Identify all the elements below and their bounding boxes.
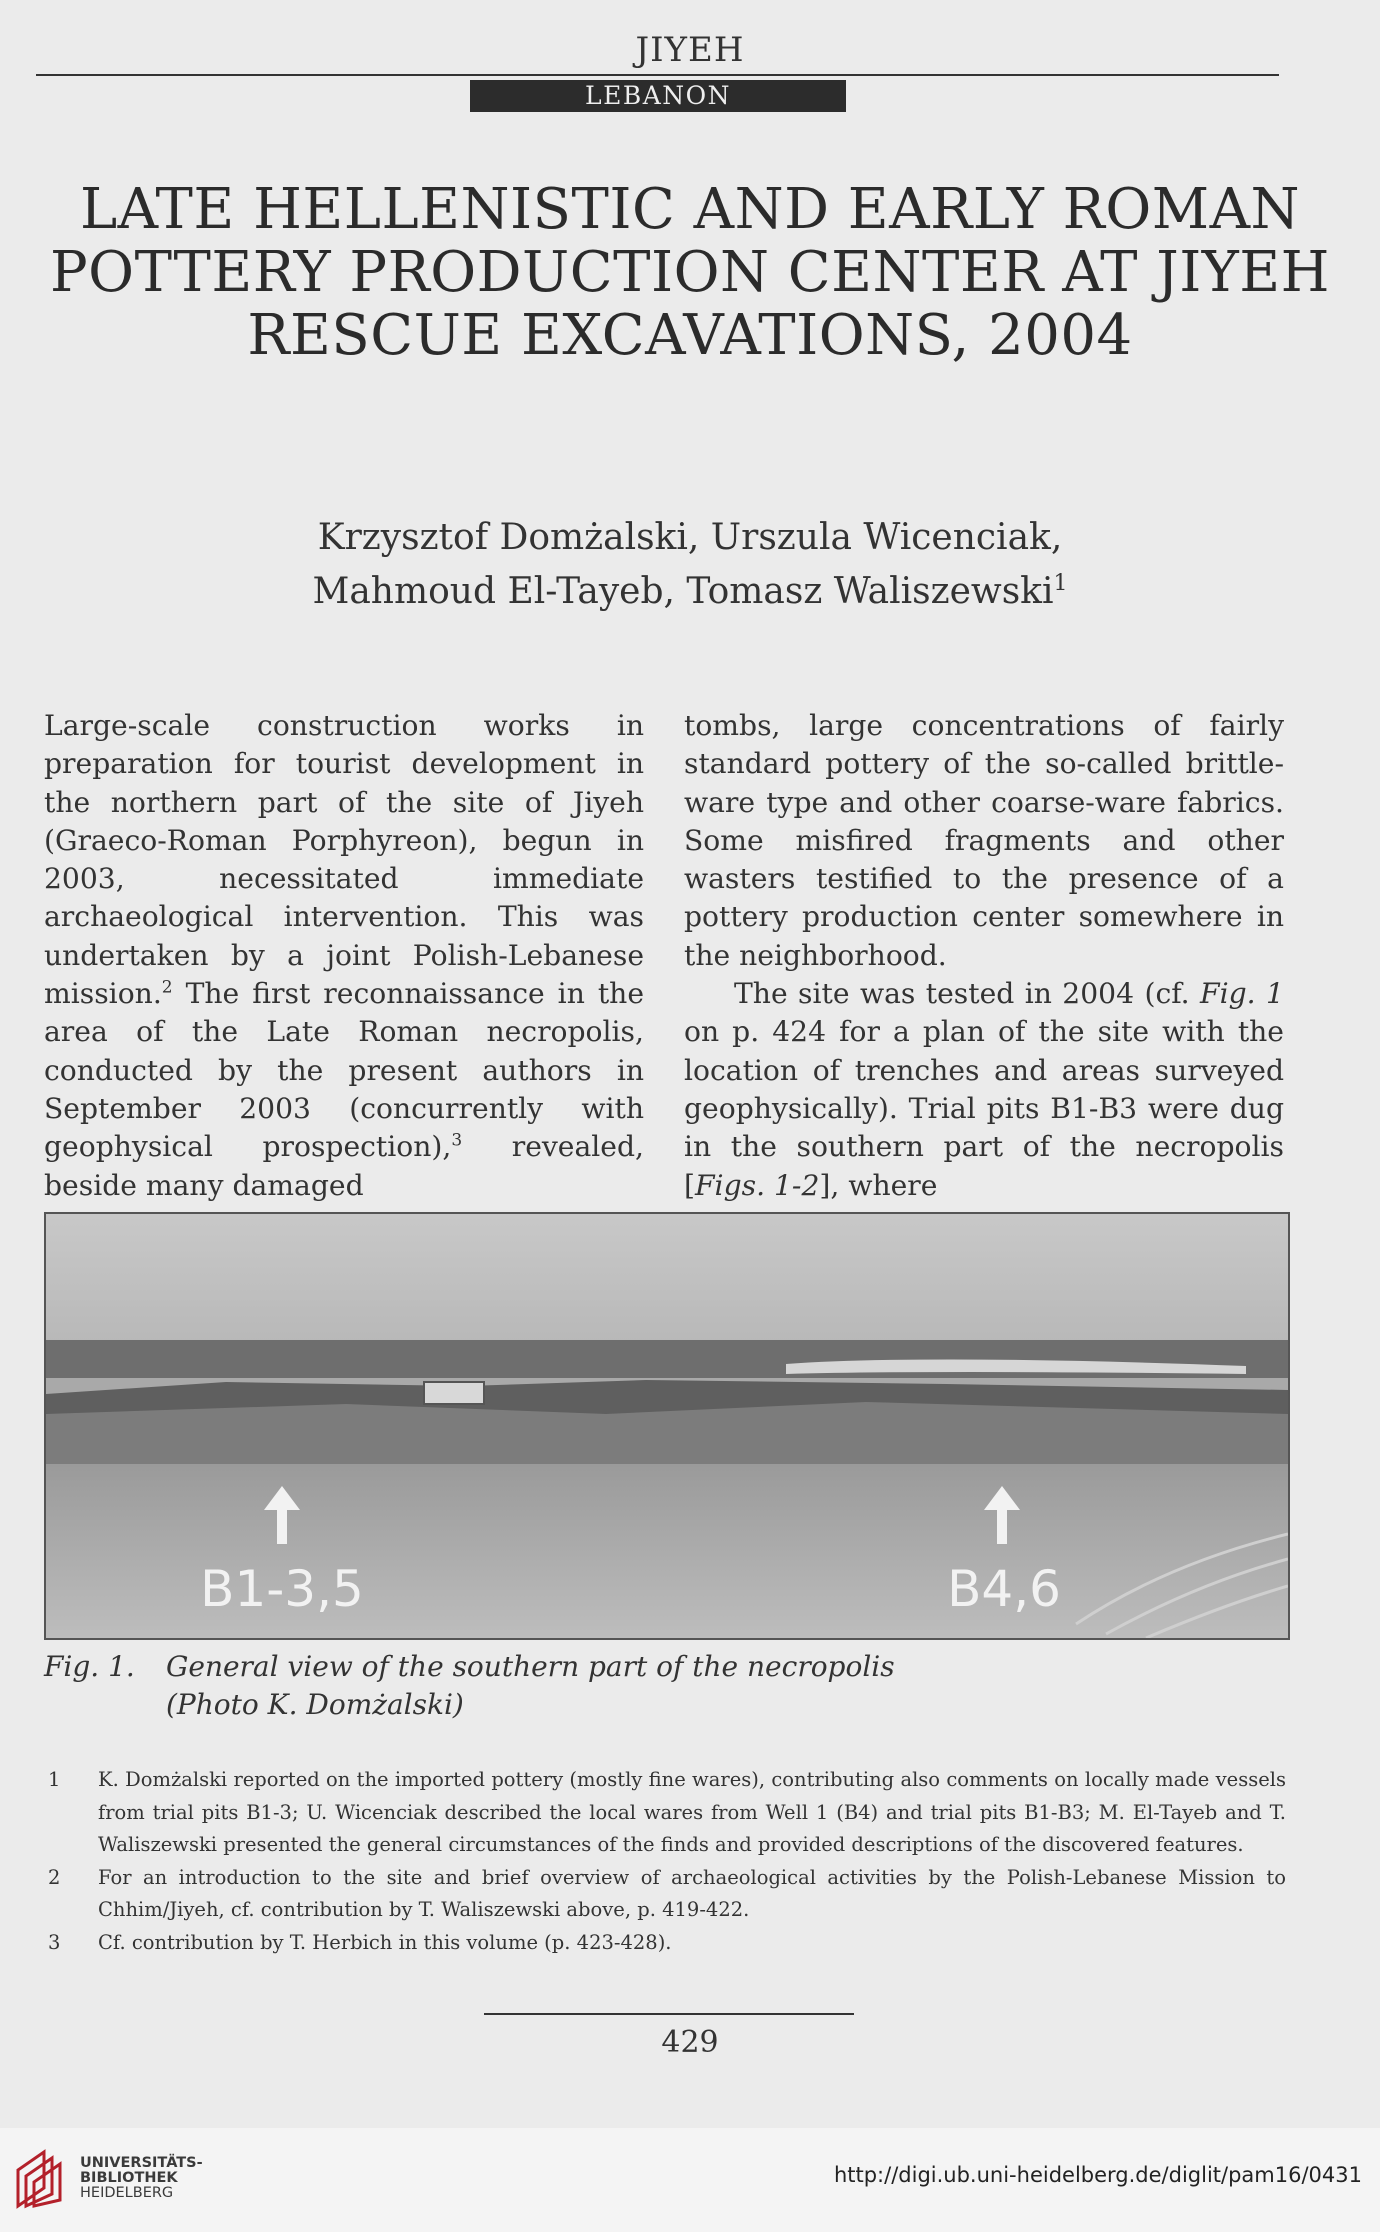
caption-line-1: General view of the southern part of the necropolis bbox=[166, 1650, 895, 1683]
footer-rule bbox=[484, 2013, 854, 2015]
small-building bbox=[424, 1382, 484, 1404]
caption-line-2: (Photo K. Domżalski) bbox=[166, 1688, 464, 1721]
sky bbox=[46, 1214, 1288, 1344]
photo-illustration bbox=[46, 1214, 1288, 1638]
footnote-ref-1[interactable]: 1 bbox=[1053, 571, 1068, 596]
trench-label-right: B4,6 bbox=[947, 1560, 1061, 1618]
body-column-left bbox=[44, 707, 644, 1205]
body-text: The site was tested in 2004 (cf. bbox=[734, 977, 1201, 1011]
footnote-text: Cf. contribution by T. Herbich in this volume (p. 423-428). bbox=[98, 1930, 672, 1954]
authors bbox=[0, 515, 1380, 615]
running-head: JIYEH bbox=[635, 30, 745, 70]
library-name-line-3: HEIDELBERG bbox=[80, 2185, 174, 2201]
footnote bbox=[44, 1764, 1286, 1862]
footnote-number: 2 bbox=[48, 1865, 61, 1889]
body-text: The first reconnaissance in the area of the Late Roman necropolis, conducted by the present authors in September 2003 (concurrently with geophysical prospection), bbox=[44, 977, 644, 1164]
body-paragraph-1-continued: tombs, large concentrations of fairly standard pottery of the so-called brittle-ware type and other coarse-ware fabrics. Some misfired fragments and other wasters testified to the presence of a pottery production center somewhere in the neighborhood. bbox=[684, 709, 1284, 972]
library-name-line-1: UNIVERSITÄTS- bbox=[80, 2155, 203, 2171]
footnote bbox=[44, 1927, 1286, 1960]
caption-number: Fig. 1. bbox=[44, 1650, 135, 1683]
page-number: 429 bbox=[661, 2025, 719, 2060]
footnote-text: K. Domżalski reported on the imported pottery (mostly fine wares), contributing also comments on locally made vessels from trial pits B1-3; U. Wicenciak described the local wares from Well 1 (B4) and trial pits B1-B3; M. El-Tayeb and T. Waliszewski presented the general circumstances of the finds and provided descriptions of the discovered features. bbox=[98, 1768, 1286, 1856]
body-paragraph-2 bbox=[684, 975, 1284, 1205]
footnotes bbox=[44, 1764, 1286, 1959]
footnote bbox=[44, 1862, 1286, 1927]
source-url-link[interactable]: http://digi.ub.uni-heidelberg.de/diglit/pam16/0431 bbox=[833, 2163, 1362, 2187]
title-line-3: RESCUE EXCAVATIONS, 2004 bbox=[247, 303, 1133, 368]
caption-text bbox=[166, 1648, 966, 1724]
authors-line-1: Krzysztof Domżalski, Urszula Wicenciak, bbox=[317, 517, 1063, 558]
figure-photo bbox=[44, 1212, 1290, 1640]
figure-ref[interactable]: Fig. 1 bbox=[1200, 977, 1284, 1011]
library-logo-icon[interactable] bbox=[14, 2148, 64, 2210]
body-text: on p. 424 for a plan of the site with the location of trenches and areas surveyed geophysically). Trial pits B1-B3 were dug in the southern part of the necropolis [ bbox=[684, 1015, 1284, 1202]
body-paragraph-1 bbox=[44, 707, 644, 1205]
footnote-ref-2[interactable]: 2 bbox=[161, 977, 173, 998]
title-line-1: LATE HELLENISTIC AND EARLY ROMAN bbox=[79, 177, 1301, 242]
body-text: revealed, beside many damaged bbox=[44, 1130, 644, 1202]
library-name-line-2: BIBLIOTHEK bbox=[80, 2170, 178, 2186]
section-tab: LEBANON bbox=[470, 80, 846, 112]
trench-label-left: B1-3,5 bbox=[200, 1560, 364, 1618]
authors-line-2-text: Mahmoud El-Tayeb, Tomasz Waliszewski bbox=[312, 571, 1054, 612]
body-column-right bbox=[684, 707, 1284, 1205]
trench-area bbox=[46, 1402, 1288, 1470]
authors-line-2 bbox=[0, 561, 1380, 615]
body-text: ], where bbox=[819, 1168, 938, 1202]
body-text: Large-scale construction works in preparation for tourist development in the northern part of the site of Jiyeh (Graeco-Roman Porphyreon), begun in 2003, necessitated immediate archaeological intervention. This was undertaken by a joint Polish-Lebanese mission. bbox=[44, 709, 644, 1011]
footnote-ref-3[interactable]: 3 bbox=[451, 1130, 463, 1151]
library-name bbox=[80, 2156, 203, 2201]
header-rule bbox=[36, 74, 1279, 76]
footnote-number: 1 bbox=[48, 1768, 61, 1791]
footnote-number: 3 bbox=[48, 1930, 61, 1954]
title-line-2: POTTERY PRODUCTION CENTER AT JIYEH bbox=[49, 240, 1330, 305]
article-title bbox=[20, 178, 1360, 367]
figure-ref[interactable]: Figs. 1-2 bbox=[695, 1168, 820, 1202]
footnote-text: For an introduction to the site and brief overview of archaeological activities by the Polish-Lebanese Mission to Chhim/Jiyeh, cf. contribution by T. Waliszewski above, p. 419-422. bbox=[98, 1865, 1286, 1921]
